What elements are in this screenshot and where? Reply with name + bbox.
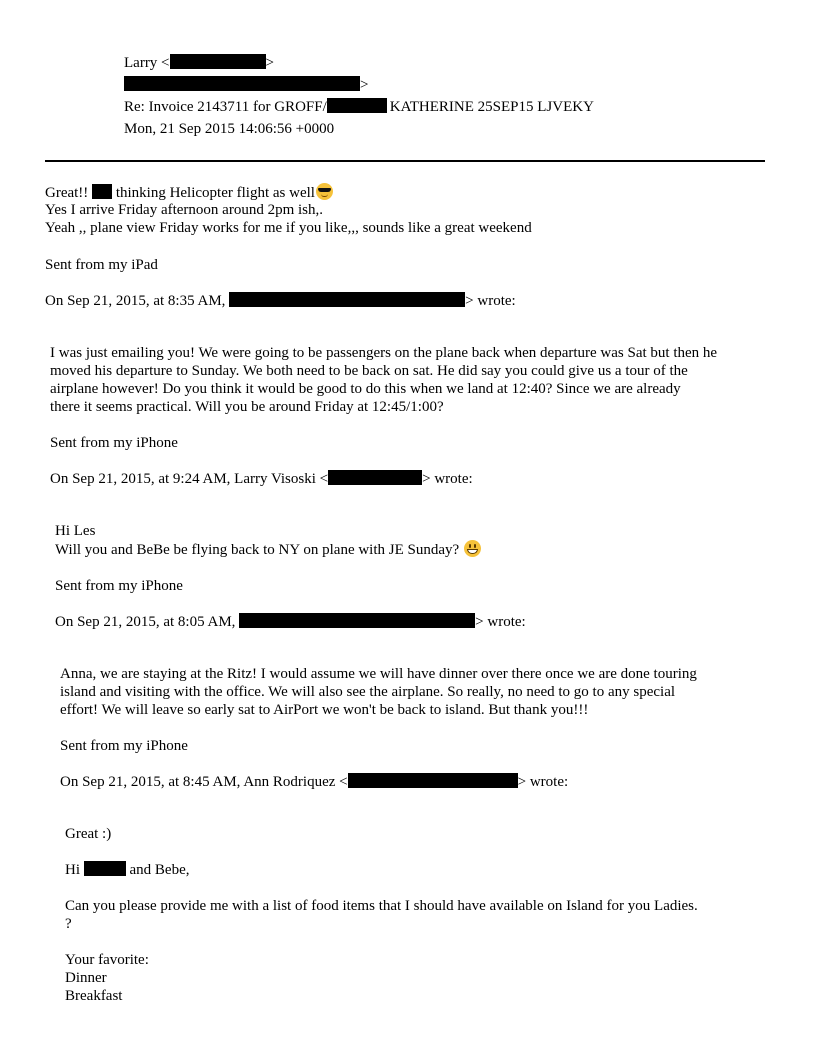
reply3-sent: Sent from my iPhone	[55, 578, 183, 594]
reply5-fav-label: Your favorite:	[65, 952, 149, 968]
redaction-bar	[229, 292, 465, 307]
reply2-line1: I was just emailing you! We were going to be passengers on the plane back when departure was Sat but then he	[50, 345, 718, 361]
reply1-line2: Yes I arrive Friday afternoon around 2pm ish,.	[45, 202, 324, 218]
reply2-line4: there it seems practical. Will you be around Friday at 12:45/1:00?	[50, 399, 444, 415]
reply5-greeting-a: Hi	[65, 862, 80, 878]
reply2-line2: moved his departure to Sunday. We both need to be back on sat. He did say you could give us a tour of the	[50, 363, 688, 379]
reply3-line1: Hi Les	[55, 523, 96, 539]
reply5-greeting	[65, 861, 189, 879]
from-value	[124, 53, 274, 73]
from-name: Larry <	[124, 55, 170, 71]
header-divider	[45, 160, 765, 162]
reply3-line2	[55, 540, 481, 558]
reply1-line1-b: thinking Helicopter flight as well	[115, 185, 315, 201]
reply4-line3: effort! We will leave so early sat to AirPort we won't be back to island. But thank you!!!	[60, 702, 589, 718]
reply1-line3: Yeah ,, plane view Friday works for me if you like,,, sounds like a great weekend	[45, 220, 532, 236]
sunglasses-emoji-icon	[316, 183, 333, 200]
reply5-request: Can you please provide me with a list of food items that I should have available on Island for you Ladies.	[65, 898, 698, 914]
reply3-attribution-a: On Sep 21, 2015, at 8:05 AM,	[55, 614, 236, 630]
reply3-line2-text: Will you and BeBe be flying back to NY on plane with JE Sunday?	[55, 542, 460, 558]
reply1-line1-a: Great!!	[45, 185, 89, 201]
redaction-bar	[84, 861, 126, 876]
reply2-attribution	[50, 470, 473, 488]
reply4-attribution	[60, 773, 568, 791]
reply1-sent: Sent from my iPad	[45, 257, 158, 273]
subject-text-b: KATHERINE 25SEP15 LJVEKY	[389, 99, 594, 115]
reply4-attribution-b: > wrote:	[517, 774, 569, 790]
reply5-line1: Great :)	[65, 826, 112, 842]
reply5-fav-2: Breakfast	[65, 988, 123, 1004]
grinning-emoji-icon	[464, 540, 481, 557]
reply2-attribution-a: On Sep 21, 2015, at 9:24 AM, Larry Visoski <	[50, 471, 329, 487]
to-close: >	[360, 77, 369, 93]
redaction-bar	[170, 54, 266, 69]
reply3-attribution	[55, 613, 526, 631]
reply2-attribution-b: > wrote:	[422, 471, 473, 487]
reply1-line1	[45, 183, 333, 201]
reply4-sent: Sent from my iPhone	[60, 738, 188, 754]
reply2-sent: Sent from my iPhone	[50, 435, 178, 451]
reply4-line2: island and visiting with the office. We will also see the airplane. So really, no need to go to any special	[60, 684, 676, 700]
reply4-attribution-a: On Sep 21, 2015, at 8:45 AM, Ann Rodriquez <	[60, 774, 348, 790]
reply5-greeting-b: and Bebe,	[129, 862, 190, 878]
subject-value	[124, 97, 594, 117]
redaction-bar	[92, 184, 112, 199]
reply4-line1: Anna, we are staying at the Ritz! I would assume we will have dinner over there once we are done touring	[60, 666, 697, 682]
redaction-bar	[328, 470, 422, 485]
date-value: Mon, 21 Sep 2015 14:06:56 +0000	[124, 121, 335, 137]
reply2-line3: airplane however! Do you think it would be good to do this when we land at 12:40? Since we are already	[50, 381, 681, 397]
reply5-fav-1: Dinner	[65, 970, 107, 986]
redaction-bar	[239, 613, 475, 628]
redaction-bar	[327, 98, 387, 113]
reply1-attribution-a: On Sep 21, 2015, at 8:35 AM,	[45, 293, 226, 309]
redaction-bar	[348, 773, 518, 788]
subject-text-a: Re: Invoice 2143711 for GROFF/	[124, 99, 327, 115]
to-value	[124, 75, 368, 95]
reply5-question: ?	[65, 916, 72, 932]
from-close: >	[265, 55, 274, 71]
reply3-attribution-b: > wrote:	[475, 614, 526, 630]
reply1-attribution-b: > wrote:	[465, 293, 516, 309]
reply1-attribution	[45, 292, 516, 310]
redaction-bar	[124, 76, 360, 91]
